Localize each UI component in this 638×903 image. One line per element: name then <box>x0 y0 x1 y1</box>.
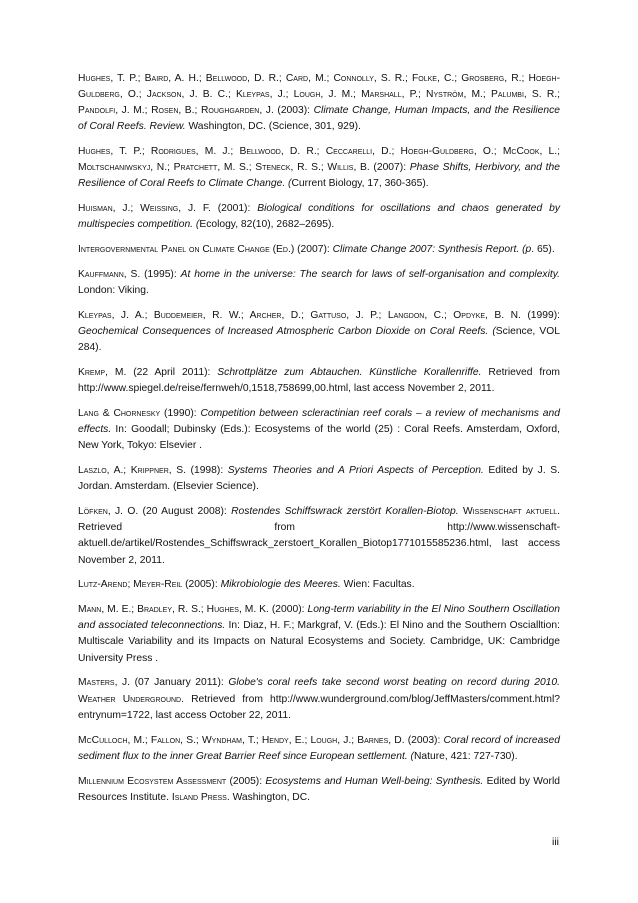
page-number: iii <box>552 836 559 848</box>
reference-authors: Lutz-Arend; Meyer-Reil <box>78 579 183 591</box>
reference-title: Ecosystems and Human Well-being: Synthesis. <box>265 775 484 787</box>
reference-text: Retrieved from http://www.spiegel.de/reise/fernweh/0,1518,758699,00.html, last access November 2, 2011. <box>78 367 560 395</box>
reference-authors: Island Press <box>171 791 227 803</box>
reference-text: Edited by J. S. Jordan. Amsterdam. (Elsevier Science). <box>78 465 561 493</box>
reference-entry <box>78 602 560 666</box>
reference-authors: McCulloch, M.; Fallon, S.; Wyndham, T.; Hendy, E.; Lough, J.; Barnes, D. <box>78 734 405 746</box>
reference-entry <box>78 365 560 397</box>
reference-text: (2001): <box>210 203 258 215</box>
reference-title: Schrottplätze zum Abtauchen. Künstliche Korallenriffe. <box>217 367 482 379</box>
reference-authors: Wissenschaft aktuell <box>462 506 558 518</box>
reference-text: (2005): <box>182 579 221 591</box>
reference-authors: Huisman, J.; Weissing, J. F. <box>78 203 211 215</box>
reference-authors: Laszlo, A.; Krippner, S. <box>78 465 186 477</box>
reference-text: Ecology, 82(10), 2682–2695). <box>199 219 335 231</box>
reference-entry <box>78 774 560 806</box>
reference-authors: Millennium Ecosystem Assessment <box>78 775 227 787</box>
reference-text: (1999): <box>520 310 560 322</box>
reference-authors: Kremp, M. <box>78 367 127 379</box>
reference-title: Biological conditions for oscillations and chaos generated by multispecies competition. ( <box>78 203 560 231</box>
reference-text: Washington, DC. (Science, 301, 929). <box>185 121 361 133</box>
reference-authors: Löfken, J. O. <box>78 506 139 518</box>
reference-authors: Weather Underground <box>78 693 182 705</box>
reference-text: Nature, 421: 727-730). <box>413 750 518 762</box>
reference-title: Climate Change 2007: Synthesis Report. (p <box>332 244 532 256</box>
reference-text: In: Goodall; Dubinsky (Eds.): Ecosystems of the world (25) : Coral Reefs. Amsterdam, Oxford, New York, Tokyo: Elsevier . <box>78 424 560 452</box>
reference-text: Current Biology, 17, 360-365). <box>291 178 429 190</box>
reference-list <box>78 71 560 815</box>
reference-entry <box>78 242 560 258</box>
reference-text: (1995): <box>140 269 181 281</box>
reference-text: (20 August 2008): <box>138 506 232 518</box>
reference-authors: Hughes, T. P.; Rodrigues, M. J.; Bellwood, D. R.; Ceccarelli, D.; Hoegh-Guldberg, O.; McCook, L.; Moltschaniwskyj, N.; Pratchett, M. S.; Steneck, R. S.; Willis, B. <box>78 146 560 174</box>
reference-authors: Intergovernmental Panel on Climate Change (Ed.) <box>78 244 295 256</box>
reference-text: . Retrieved from http://www.wunderground.com/blog/JeffMasters/comment.html?entrynum=1722, last access October 22, 2011. <box>78 693 560 721</box>
reference-text: (2005): <box>226 775 266 787</box>
reference-entry <box>78 733 560 765</box>
reference-title: Competition between scleractinian reef corals – a review of mechanisms and effects. <box>78 408 560 436</box>
reference-authors: Kleypas, J. A.; Buddemeier, R. W.; Archer, D.; Gattuso, J. P.; Langdon, C.; Opdyke, B. N. <box>78 310 521 322</box>
reference-title: Systems Theories and A Priori Aspects of Perception. <box>227 465 484 477</box>
reference-entry <box>78 308 560 356</box>
reference-text: (07 January 2011): <box>130 677 229 689</box>
reference-entry <box>78 267 560 299</box>
reference-authors: Masters, J. <box>78 677 131 689</box>
reference-text: Science, VOL 284). <box>78 326 560 354</box>
reference-entry <box>78 406 560 454</box>
reference-authors: Mann, M. E.; Bradley, R. S.; Hughes, M. K. <box>78 604 269 616</box>
reference-entry <box>78 577 560 593</box>
reference-entry <box>78 463 560 495</box>
reference-text: (1998): <box>185 465 228 477</box>
reference-text: (2000): <box>268 604 308 616</box>
reference-title: Phase Shifts, Herbivory, and the Resilience of Coral Reefs to Climate Change. ( <box>78 162 560 190</box>
reference-authors: Lang & Chornesky <box>78 408 161 420</box>
reference-entry <box>78 675 560 723</box>
reference-title: Long-term variability in the El Nino Southern Oscillation and associated teleconnections. <box>78 604 560 632</box>
reference-text: London: Viking. <box>78 285 149 297</box>
reference-text: Edited by World Resources Institute. <box>78 775 560 803</box>
reference-text: (2007): <box>369 162 410 174</box>
reference-entry <box>78 201 560 233</box>
reference-text: In: Diaz, H. F.; Markgraf, V. (Eds.): El Nino and the Southern Oscialltion: Multiscale Variability and its Impacts on Natural Ecosystems and Society. Cambridge, UK: Cambridge University Press . <box>78 620 560 664</box>
reference-authors: Kauffmann, S. <box>78 269 141 281</box>
reference-text: (2003): <box>273 105 314 117</box>
reference-entry <box>78 504 560 568</box>
reference-title: Climate Change, Human Impacts, and the Resilience of Coral Reefs. Review. <box>78 105 560 133</box>
reference-title: Globe's coral reefs take second worst beating on record during 2010. <box>228 677 560 689</box>
reference-text: Wien: Facultas. <box>340 579 415 591</box>
reference-entry <box>78 71 560 135</box>
reference-text: (1990): <box>160 408 201 420</box>
reference-text: . Washington, DC. <box>226 791 311 803</box>
reference-title: Geochemical Consequences of Increased Atmospheric Carbon Dioxide on Coral Reefs. ( <box>78 326 496 338</box>
reference-title: Coral record of increased sediment flux to the inner Great Barrier Reef since European settlement. ( <box>78 734 560 762</box>
reference-title: Rostendes Schiffswrack zerstört Korallen-Biotop. <box>231 506 459 518</box>
reference-text: (22 April 2011): <box>126 367 218 379</box>
reference-authors: Hughes, T. P.; Baird, A. H.; Bellwood, D. R.; Card, M.; Connolly, S. R.; Folke, C.; Grosberg, R.; Hoegh-Guldberg, O.; Jackson, J. B. C.; Kleypas, J.; Lough, J. M.; Marshall, P.; Nyström, M.; Palumbi, S. R.; Pandolfi, J. M.; Rosen, B.; Roughgarden, J. <box>78 73 560 117</box>
reference-title: Mikrobiologie des Meeres. <box>220 579 341 591</box>
reference-text: (2007): <box>294 244 333 256</box>
reference-text: (2003): <box>404 734 444 746</box>
reference-text: . 65). <box>531 244 555 256</box>
reference-entry <box>78 144 560 192</box>
reference-text: . Retrieved from http://www.wissenschaft-aktuell.de/artikel/Rostendes_Schiffswrack_zerstoert_Korallen_Biotop1771015585236.html, last access November 2, 2011. <box>78 506 560 566</box>
reference-title: At home in the universe: The search for laws of self-organisation and complexity. <box>180 269 560 281</box>
